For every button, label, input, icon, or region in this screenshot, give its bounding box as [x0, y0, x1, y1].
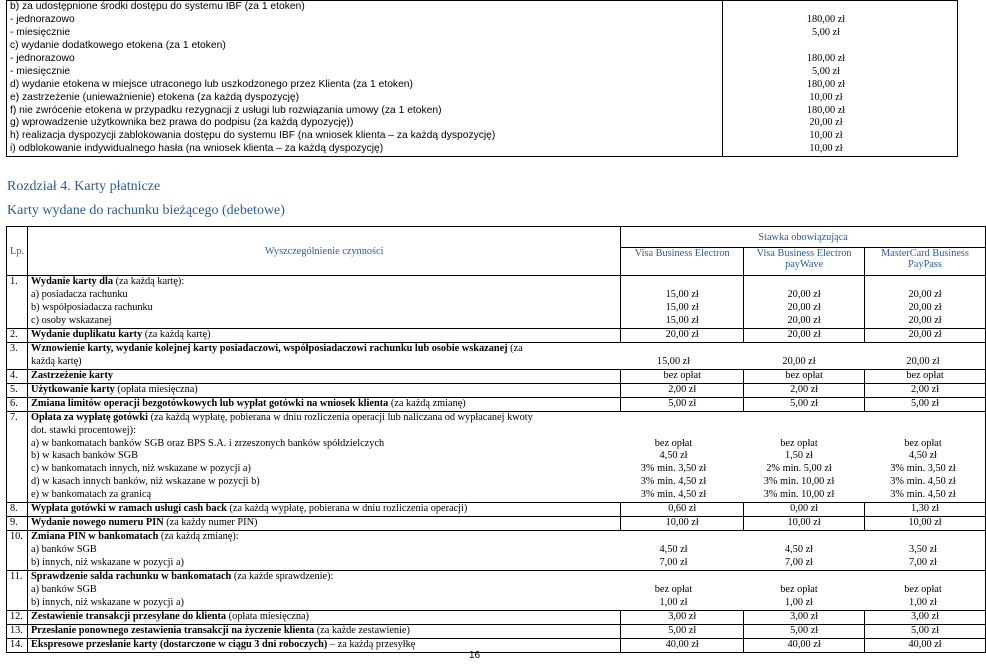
- value-cell: 10,00 zł: [621, 517, 744, 531]
- header-col-visa-electron: Visa Business Electron: [621, 248, 744, 276]
- fee-price: 5,00 zł: [811, 26, 841, 38]
- row-description: [28, 276, 621, 329]
- table-row: [7, 369, 986, 383]
- row-number: 10.: [7, 531, 28, 571]
- value-cell: 10,00 zł: [865, 517, 986, 531]
- value-cell: 5,00 zł: [744, 624, 865, 638]
- row-description: Użytkowanie karty (opłata miesięczna): [28, 383, 621, 397]
- table-row: [7, 328, 986, 342]
- fee-description: e) zastrzeżenie (unieważnienie) etokena (za każdą dyspozycję): [10, 91, 300, 103]
- value-cell: 1,30 zł: [865, 503, 986, 517]
- table-row: [7, 342, 986, 369]
- fee-description: - miesięcznie: [10, 65, 71, 77]
- fee-price: 20,00 zł: [809, 117, 843, 129]
- card-fees-table: [6, 226, 986, 653]
- sub-label: a) w bankomatach banków SGB oraz BPS S.A. i zrzeszonych banków spółdzielczych: [31, 437, 385, 449]
- row-note: (za każdą kartę):: [113, 276, 185, 287]
- value-cell: 2,00 zł: [744, 383, 865, 397]
- chapter-heading: Rozdział 4. Karty płatnicze: [7, 179, 161, 194]
- fee-price: 10,00 zł: [809, 91, 843, 103]
- value-cell: 0,00 zł: [744, 503, 865, 517]
- value-cell: 5,00 zł: [865, 397, 986, 411]
- value-cell: 5,00 zł: [621, 397, 744, 411]
- sub-label: a) posiadacza rachunku: [31, 288, 128, 300]
- fee-price: 180,00 zł: [806, 13, 846, 25]
- etoken-descriptions: [7, 1, 723, 157]
- sub-label: c) osoby wskazanej: [31, 314, 112, 326]
- etoken-fees-table: [6, 0, 958, 157]
- value-cell: 5,00 zł: [744, 397, 865, 411]
- sub-label: b) współposiadacza rachunku: [31, 301, 153, 313]
- row-description: Zmiana PIN w bankomatach (za każdą zmianę): a) banków SGB b) innych, niż wskazane w pozycji a) 4,50 zł 7,00 zł 4,50 zł 7,00 zł 3,50 zł 7,00 zł: [28, 531, 986, 571]
- row-number: 14.: [7, 638, 28, 652]
- table-row: [7, 276, 986, 329]
- row-title: Wydanie karty dla: [31, 276, 114, 287]
- sub-label: e) w bankomatach za granicą: [31, 489, 152, 501]
- value-cell: 15,00 zł 15,00 zł 15,00 zł: [621, 276, 744, 329]
- fee-description: i) odblokowanie indywidualnego hasła (na wniosek klienta – za każdą dyspozycję): [10, 143, 384, 155]
- sub-label: a) banków SGB: [31, 544, 97, 556]
- row-number: 13.: [7, 624, 28, 638]
- fee-description: c) wydanie dodatkowego etokena (za 1 etoken): [10, 39, 226, 51]
- row-number: 3.: [7, 342, 28, 369]
- row-description: Wznowienie karty, wydanie kolejnej karty posiadaczowi, współposiadaczowi rachunku lub osobie wskazanej (za każdą kartę) 15,00 zł 20,00 zł 20,00 zł: [28, 342, 986, 369]
- row-number: 2.: [7, 328, 28, 342]
- table-row: [7, 610, 986, 624]
- value-cell: 2,00 zł: [621, 383, 744, 397]
- row-number: 12.: [7, 610, 28, 624]
- fee-description: - jednorazowo: [10, 13, 75, 25]
- row-number: 1.: [7, 276, 28, 329]
- header-rate: Stawka obowiązująca: [621, 227, 986, 248]
- value-cell: 3,00 zł: [865, 610, 986, 624]
- page-number: 16: [469, 650, 481, 661]
- sub-label: b) innych, niż wskazane w pozycji a): [31, 596, 184, 608]
- value-cell: 20,00 zł 20,00 zł 20,00 zł: [744, 276, 865, 329]
- value-cell: 10,00 zł: [744, 517, 865, 531]
- sub-label: b) innych, niż wskazane w pozycji a): [31, 557, 184, 569]
- sub-label: a) banków SGB: [31, 583, 97, 595]
- row-number: 4.: [7, 369, 28, 383]
- row-number: 5.: [7, 383, 28, 397]
- table-row: [7, 383, 986, 397]
- header-col-visa-paywave: Visa Business Electron payWave: [744, 248, 865, 276]
- row-description: Sprawdzenie salda rachunku w bankomatach (za każde sprawdzenie): a) banków SGB b) innych, niż wskazane w pozycji a) bez opłat 1,00 zł bez opłat 1,00 zł bez opłat 1,00 zł: [28, 571, 986, 611]
- fee-price: 5,00 zł: [811, 65, 841, 77]
- table-row: [7, 411, 986, 503]
- fee-price: 10,00 zł: [809, 130, 843, 142]
- value-cell: bez opłat: [621, 369, 744, 383]
- header-lp: Lp.: [7, 227, 28, 276]
- row-description: Opłata za wypłatę gotówki (za każdą wypłatę, pobierana w dniu rozliczenia operacji lub naliczana od wypłacanej kwoty dot. stawki procentowej): a) w bankomatach banków SGB oraz BPS S.A. i zrzeszonych banków spółdzielczych b) w kasach banków SGB c) w bankomatach innych, niż wskazane w pozycji a) d) w kasach innych banków, niż wskazane w pozycji b) e) w bankomatach za granicą bez opłat 4,50 zł 3% min. 3,50 zł 3% min. 4,50 zł 3% min. 4,50 zł bez opłat 1,50 zł 2% min. 5,00 zł 3% min. 10,00 zł 3% min. 10,00 zł bez opłat 4,50 zł 3% min. 3,50 zł 3% min. 4,50 zł 3% min. 4,50 zł: [28, 411, 986, 503]
- sub-label: c) w bankomatach innych, niż wskazane w pozycji a): [31, 463, 251, 475]
- fee-price: 180,00 zł: [806, 104, 846, 116]
- fee-price: 180,00 zł: [806, 52, 846, 64]
- fee-description: - miesięcznie: [10, 26, 71, 38]
- value-cell: 20,00 zł: [865, 328, 986, 342]
- value-cell: 40,00 zł: [865, 638, 986, 652]
- fee-description: - jednorazowo: [10, 52, 75, 64]
- fee-description: h) realizacja dyspozycji zablokowania dostępu do systemu IBF (na wniosek klienta – za każdą dyspozycję): [10, 130, 496, 142]
- value-cell: 5,00 zł: [865, 624, 986, 638]
- fee-description: f) nie zwrócenie etokena w przypadku rezygnacji z usługi lub rozwiązania umowy (za 1 etoken): [10, 104, 442, 116]
- header-description: Wyszczególnienie czynności: [28, 227, 621, 276]
- fee-description: d) wydanie etokena w miejsce utraconego lub uszkodzonego przez Klienta (za 1 etoken): [10, 78, 413, 90]
- row-description: Zmiana limitów operacji bezgotówkowych lub wypłat gotówki na wniosek klienta (za każdą zmianę): [28, 397, 621, 411]
- value-cell: 2,00 zł: [865, 383, 986, 397]
- value-cell: 20,00 zł 20,00 zł 20,00 zł: [865, 276, 986, 329]
- value-cell: 20,00 zł: [621, 328, 744, 342]
- fee-description: b) za udostępnione środki dostępu do systemu IBF (za 1 etoken): [10, 1, 305, 12]
- fee-price: [723, 40, 957, 53]
- table-row: [7, 638, 986, 652]
- row-description: Przesłanie ponownego zestawienia transakcji na życzenie klienta (za każde zestawienie): [28, 624, 621, 638]
- sub-label: d) w kasach innych banków, niż wskazane w pozycji b): [31, 476, 260, 488]
- header-col-mastercard-paypass: MasterCard Business PayPass: [865, 248, 986, 276]
- table-row: [7, 571, 986, 611]
- value-cell: 40,00 zł: [744, 638, 865, 652]
- value-cell: 0,60 zł: [621, 503, 744, 517]
- section-subtitle: Karty wydane do rachunku bieżącego (debetowe): [7, 203, 285, 218]
- row-description: Zestawienie transakcji przesyłane do klienta (opłata miesięczna): [28, 610, 621, 624]
- row-description: Wydanie duplikatu karty (za każdą kartę): [28, 328, 621, 342]
- row-number: 9.: [7, 517, 28, 531]
- row-description: Wydanie nowego numeru PIN (za każdy numer PIN): [28, 517, 621, 531]
- table-row: [7, 397, 986, 411]
- value-cell: 5,00 zł: [621, 624, 744, 638]
- fee-price: 10,00 zł: [809, 143, 843, 155]
- fee-price: 180,00 zł: [806, 78, 846, 90]
- row-number: 6.: [7, 397, 28, 411]
- value-cell: 3,00 zł: [744, 610, 865, 624]
- row-number: 11.: [7, 571, 28, 611]
- row-description: Ekspresowe przesłanie karty (dostarczone w ciągu 3 dni roboczych) – za każdą przesyłkę: [28, 638, 621, 652]
- table-row: [7, 624, 986, 638]
- etoken-prices: [723, 1, 958, 157]
- value-cell: 40,00 zł: [621, 638, 744, 652]
- sub-label: b) w kasach banków SGB: [31, 450, 138, 462]
- row-number: 8.: [7, 503, 28, 517]
- fee-description: g) wprowadzenie użytkownika bez prawa do podpisu (za każdą dypozycję)): [10, 117, 354, 129]
- table-row: [7, 531, 986, 571]
- value-cell: bez opłat: [744, 369, 865, 383]
- row-number: 7.: [7, 411, 28, 503]
- value-cell: 20,00 zł: [744, 328, 865, 342]
- value-cell: 3,00 zł: [621, 610, 744, 624]
- row-description: Wypłata gotówki w ramach usługi cash back (za każdą wypłatę, pobierana w dniu rozliczenia operacji): [28, 503, 621, 517]
- value-cell: bez opłat: [865, 369, 986, 383]
- row-description: Zastrzeżenie karty: [28, 369, 621, 383]
- table-row: [7, 517, 986, 531]
- table-row: [7, 503, 986, 517]
- fee-price: [723, 1, 957, 14]
